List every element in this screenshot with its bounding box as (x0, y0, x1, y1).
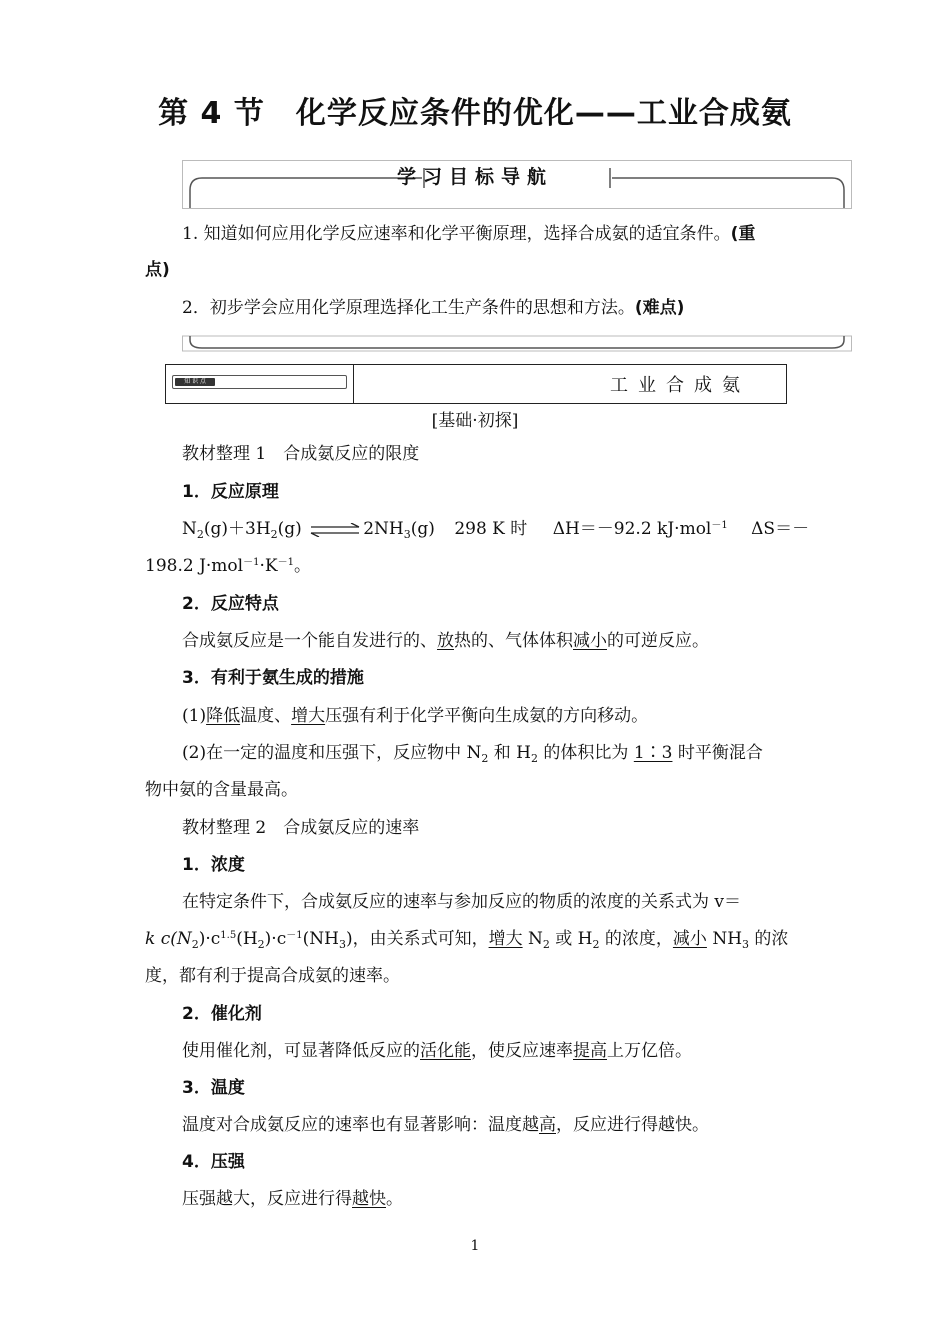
answer-blank: 增大 (291, 706, 326, 726)
temperature-text (182, 1115, 709, 1135)
concentration-line3: 度，都有利于提高合成氨的速率。 (145, 966, 400, 986)
eq-g: (g) (410, 519, 435, 539)
text-span: ，使反应速率 (471, 1041, 573, 1061)
eq-end: 。 (293, 556, 311, 576)
text-span: k c(N (145, 929, 192, 949)
eq-entropy: ΔS＝－ (751, 519, 810, 539)
text-span: 使用催化剂，可显著降低反应的 (182, 1041, 420, 1061)
goal-2-text: 2．初步学会应用化学原理选择化工生产条件的思想和方法。 (182, 298, 635, 318)
answer-blank: 放 (437, 631, 454, 651)
eq-h: (g)＋3H (203, 519, 271, 539)
answer-blank: 越快 (352, 1189, 386, 1209)
answer-blank: 高 (539, 1115, 556, 1135)
goal-1 (182, 224, 755, 244)
goal-1-tag: (重 (730, 224, 756, 244)
text-span: 温度对合成氨反应的速率也有显著影响：温度越 (182, 1115, 539, 1135)
reaction-feature-text (182, 631, 709, 651)
goal-1-text: 1. 知道如何应用化学反应速率和化学平衡原理，选择合成氨的适宜条件。 (182, 224, 731, 244)
eq-sub: 3 (338, 938, 346, 951)
reversible-arrow-icon (309, 523, 361, 537)
text-span: 合成氨反应是一个能自发进行的、 (182, 631, 437, 651)
pressure-title: 4．压强 (182, 1152, 245, 1172)
text-span: (1) (182, 706, 207, 726)
eq-enthalpy: ΔH＝－92.2 kJ·mol (552, 519, 712, 539)
goal-2 (182, 298, 684, 318)
ammonia-measures-title: 3．有利于氨生成的措施 (182, 668, 364, 688)
text-span: 热的、气体体积 (454, 631, 573, 651)
text-span: 的浓度， (599, 929, 673, 949)
goal-2-tag: (难点) (634, 298, 685, 318)
text-span: 。 (386, 1189, 403, 1209)
text-span: 温度、 (240, 706, 292, 726)
section2-heading: 教材整理 2 合成氨反应的速率 (182, 818, 420, 838)
reaction-equation-cont (145, 556, 311, 576)
text-span: (H (236, 929, 258, 949)
text-span: ，反应进行得越快。 (556, 1115, 709, 1135)
answer-blank: 1∶3 (633, 743, 673, 763)
section1-heading: 教材整理 1 合成氨反应的限度 (182, 444, 420, 464)
eq-sup: 1.5 (220, 930, 237, 941)
text-span: 的可逆反应。 (607, 631, 709, 651)
answer-blank: 减小 (573, 631, 607, 651)
eq-line2: 198.2 J·mol (145, 556, 244, 576)
eq-sup: －1 (286, 930, 303, 941)
knowledge-point-tag-cell (166, 365, 354, 403)
eq-g: (g) (277, 519, 302, 539)
knowledge-point-tag (172, 375, 347, 389)
answer-blank: 提高 (573, 1041, 607, 1061)
measure-2 (182, 743, 763, 763)
reaction-feature-title: 2．反应特点 (182, 594, 279, 614)
text-span: )·c (264, 929, 287, 949)
text-span: 压强越大，反应进行得 (182, 1189, 352, 1209)
catalyst-text (182, 1041, 692, 1061)
basic-explore-heading: [基础·初探] (431, 411, 519, 431)
concentration-title: 1．浓度 (182, 855, 245, 875)
answer-blank: 减小 (672, 929, 707, 949)
eq-sub: 2 (531, 752, 538, 765)
concentration-line2 (145, 929, 788, 949)
measure-2-cont: 物中氨的含量最高。 (145, 780, 298, 800)
text-span: (2)在一定的温度和压强下，反应物中 N (182, 743, 482, 763)
eq-sub: 2 (542, 938, 550, 951)
text-span: 和 H (488, 743, 531, 763)
eq-line2b: ·K (259, 556, 278, 576)
eq-sub: 2 (481, 752, 489, 765)
eq-sub: 3 (403, 528, 411, 541)
pressure-text (182, 1189, 403, 1209)
answer-blank: 活化能 (420, 1041, 471, 1061)
text-span: 的体积比为 (538, 743, 634, 763)
eq-sup: －1 (243, 557, 260, 568)
goal-1-tag-cont: 点) (145, 260, 170, 280)
reaction-principle-title: 1．反应原理 (182, 482, 279, 502)
learning-goals-header: 学习目标导航 (396, 166, 553, 188)
text-span: 上万亿倍。 (607, 1041, 692, 1061)
concentration-line1: 在特定条件下，合成氨反应的速率与参加反应的物质的浓度的关系式为 v＝ (182, 892, 742, 912)
eq-sub: 3 (742, 938, 750, 951)
text-span: N (522, 929, 543, 949)
eq-sup: －1 (711, 520, 728, 531)
eq-sub: 2 (196, 528, 204, 541)
eq-sub: 2 (592, 938, 600, 951)
eq-sub: 2 (257, 938, 265, 951)
page-title: 第 4 节 化学反应条件的优化——工业合成氨 (158, 96, 792, 131)
answer-blank: 增大 (488, 929, 523, 949)
eq-condition: 298 K 时 (454, 519, 528, 539)
eq-sub: 2 (191, 938, 199, 951)
knowledge-point-tag-label: 知 识 点 (175, 378, 215, 386)
eq-nh: 2NH (363, 519, 404, 539)
eq-n: N (182, 519, 197, 539)
knowledge-point-title: 工业合成氨 (610, 375, 750, 396)
catalyst-title: 2．催化剂 (182, 1004, 262, 1024)
reaction-equation (182, 519, 809, 539)
measure-1 (182, 706, 648, 726)
answer-blank: 降低 (206, 706, 241, 726)
text-span: 时平衡混合 (672, 743, 763, 763)
text-span: 的浓 (749, 929, 789, 949)
text-span: NH (706, 929, 743, 949)
page-number: 1 (470, 1238, 480, 1254)
temperature-title: 3．温度 (182, 1078, 245, 1098)
text-span: 压强有利于化学平衡向生成氨的方向移动。 (325, 706, 649, 726)
text-span: (NH (302, 929, 339, 949)
text-span: 或 H (549, 929, 593, 949)
eq-sup: －1 (277, 557, 294, 568)
text-span: )，由关系式可知， (345, 929, 489, 949)
knowledge-point-table (165, 364, 787, 404)
text-span: )·c (198, 929, 221, 949)
eq-sub: 2 (270, 528, 278, 541)
